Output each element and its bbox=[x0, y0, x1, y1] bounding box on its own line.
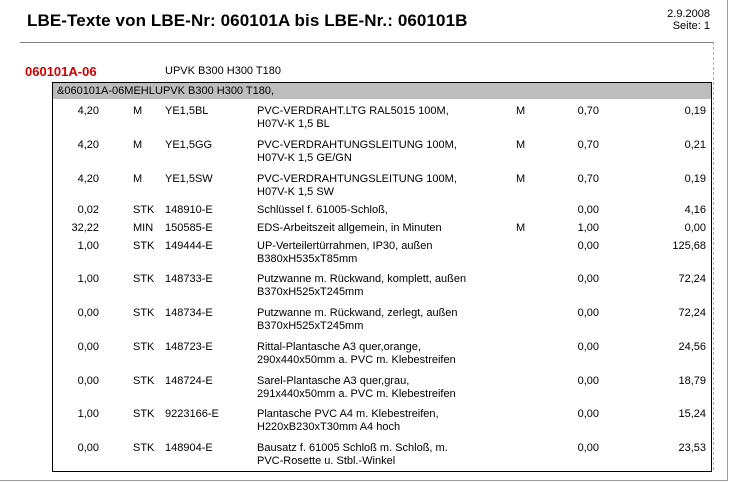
total-price: 0,19 bbox=[684, 105, 706, 117]
unit-price: 0,00 bbox=[577, 341, 599, 353]
article-number: 148734-E bbox=[165, 307, 213, 319]
report-date: 2.9.2008 bbox=[667, 8, 710, 20]
quantity: 0,00 bbox=[77, 341, 99, 353]
article-number: 149444-E bbox=[165, 240, 213, 252]
quantity: 32,22 bbox=[71, 222, 99, 234]
description-line-2: 291x440x50mm a. PVC m. Klebestreifen bbox=[257, 388, 456, 400]
total-price: 15,24 bbox=[678, 408, 706, 420]
description-line-1: Plantasche PVC A4 m. Klebestreifen, bbox=[257, 408, 439, 420]
unit: STK bbox=[133, 240, 155, 252]
quantity: 1,00 bbox=[77, 240, 99, 252]
quantity: 0,00 bbox=[77, 375, 99, 387]
description-line-1: Schlüssel f. 61005-Schloß, bbox=[257, 204, 388, 216]
unit-price: 0,00 bbox=[577, 307, 599, 319]
unit: MIN bbox=[133, 222, 154, 234]
description-line-2: H07V-K 1,5 SW bbox=[257, 186, 335, 198]
article-number: 148904-E bbox=[165, 442, 213, 454]
description-line-2: B380xH535xT85mm bbox=[257, 253, 358, 265]
article-number: YE1,5SW bbox=[165, 173, 213, 185]
quantity: 0,02 bbox=[77, 204, 99, 216]
unit-price: 1,00 bbox=[577, 222, 599, 234]
report-title: LBE-Texte von LBE-Nr: 060101A bis LBE-Nr.: 060101B bbox=[27, 11, 468, 30]
description-line-1: EDS-Arbeitszeit allgemein, in Minuten bbox=[257, 222, 442, 234]
unit-price: 0,70 bbox=[577, 105, 599, 117]
unit: STK bbox=[133, 375, 155, 387]
unit: STK bbox=[133, 442, 155, 454]
description-line-2: H220xB230xT30mm A4 hoch bbox=[257, 421, 401, 433]
description-line-2: 290x440x50mm a. PVC m. Klebestreifen bbox=[257, 354, 456, 366]
description-line-1: Bausatz f. 61005 Schloß m. Schloß, m. bbox=[257, 442, 448, 454]
article-number: 9223166-E bbox=[165, 408, 219, 420]
unit-price: 0,00 bbox=[577, 408, 599, 420]
unit: M bbox=[133, 173, 143, 185]
group-description: UPVK B300 H300 T180 bbox=[165, 65, 281, 77]
title-divider bbox=[20, 42, 714, 43]
description-line-2: B370xH525xT245mm bbox=[257, 286, 364, 298]
unit-price: 0,70 bbox=[577, 139, 599, 151]
article-number: 148910-E bbox=[165, 204, 213, 216]
unit-price: 0,00 bbox=[577, 442, 599, 454]
unit: STK bbox=[133, 341, 155, 353]
price-unit: M bbox=[516, 222, 526, 234]
description-line-1: Sarel-Plantasche A3 quer,grau, bbox=[257, 375, 410, 387]
unit-price: 0,00 bbox=[577, 204, 599, 216]
description-line-2: H07V-K 1,5 GE/GN bbox=[257, 152, 352, 164]
total-price: 125,68 bbox=[672, 240, 706, 252]
total-price: 24,56 bbox=[678, 341, 706, 353]
article-number: YE1,5BL bbox=[165, 105, 209, 117]
total-price: 0,00 bbox=[684, 222, 706, 234]
group-code: 060101A-06 bbox=[25, 64, 97, 79]
price-unit: M bbox=[516, 105, 526, 117]
article-number: 150585-E bbox=[165, 222, 213, 234]
unit-price: 0,00 bbox=[577, 273, 599, 285]
description-line-1: Putzwanne m. Rückwand, zerlegt, außen bbox=[257, 307, 458, 319]
total-price: 23,53 bbox=[678, 442, 706, 454]
unit-price: 0,00 bbox=[577, 240, 599, 252]
description-line-1: Putzwanne m. Rückwand, komplett, außen bbox=[257, 273, 467, 285]
subgroup-description: UPVK B300 H300 T180, bbox=[155, 85, 275, 97]
article-number: 148724-E bbox=[165, 375, 213, 387]
description-line-1: PVC-VERDRAHTUNGSLEITUNG 100M, bbox=[257, 139, 457, 151]
unit: STK bbox=[133, 408, 155, 420]
unit: STK bbox=[133, 307, 155, 319]
quantity: 4,20 bbox=[77, 139, 99, 151]
quantity: 0,00 bbox=[77, 307, 99, 319]
unit: STK bbox=[133, 204, 155, 216]
quantity: 1,00 bbox=[77, 273, 99, 285]
description-line-1: PVC-VERDRAHT.LTG RAL5015 100M, bbox=[257, 105, 449, 117]
total-price: 0,19 bbox=[684, 173, 706, 185]
article-number: 148723-E bbox=[165, 341, 213, 353]
page-margin-line bbox=[713, 42, 714, 470]
unit: STK bbox=[133, 273, 155, 285]
total-price: 72,24 bbox=[678, 307, 706, 319]
price-unit: M bbox=[516, 173, 526, 185]
article-number: YE1,5GG bbox=[165, 139, 213, 151]
page-number: Seite: 1 bbox=[672, 20, 710, 32]
description-line-2: PVC-Rosette u. Stbl.-Winkel bbox=[257, 455, 396, 467]
quantity: 4,20 bbox=[77, 105, 99, 117]
quantity: 0,00 bbox=[77, 442, 99, 454]
article-number: 148733-E bbox=[165, 273, 213, 285]
total-price: 72,24 bbox=[678, 273, 706, 285]
unit: M bbox=[133, 139, 143, 151]
total-price: 4,16 bbox=[684, 204, 706, 216]
total-price: 0,21 bbox=[684, 139, 706, 151]
description-line-1: PVC-VERDRAHTUNGSLEITUNG 100M, bbox=[257, 173, 457, 185]
total-price: 18,79 bbox=[678, 375, 706, 387]
price-unit: M bbox=[516, 139, 526, 151]
subgroup-header bbox=[53, 83, 711, 99]
quantity: 4,20 bbox=[77, 173, 99, 185]
description-line-1: UP-Verteilertürrahmen, IP30, außen bbox=[257, 240, 433, 252]
unit-price: 0,70 bbox=[577, 173, 599, 185]
quantity: 1,00 bbox=[77, 408, 99, 420]
description-line-2: H07V-K 1,5 BL bbox=[257, 118, 330, 130]
item-table bbox=[52, 82, 712, 472]
subgroup-code: &060101A-06MEHL bbox=[57, 85, 155, 97]
unit: M bbox=[133, 105, 143, 117]
unit-price: 0,00 bbox=[577, 375, 599, 387]
description-line-1: Rittal-Plantasche A3 quer,orange, bbox=[257, 341, 421, 353]
description-line-2: B370xH525xT245mm bbox=[257, 320, 364, 332]
